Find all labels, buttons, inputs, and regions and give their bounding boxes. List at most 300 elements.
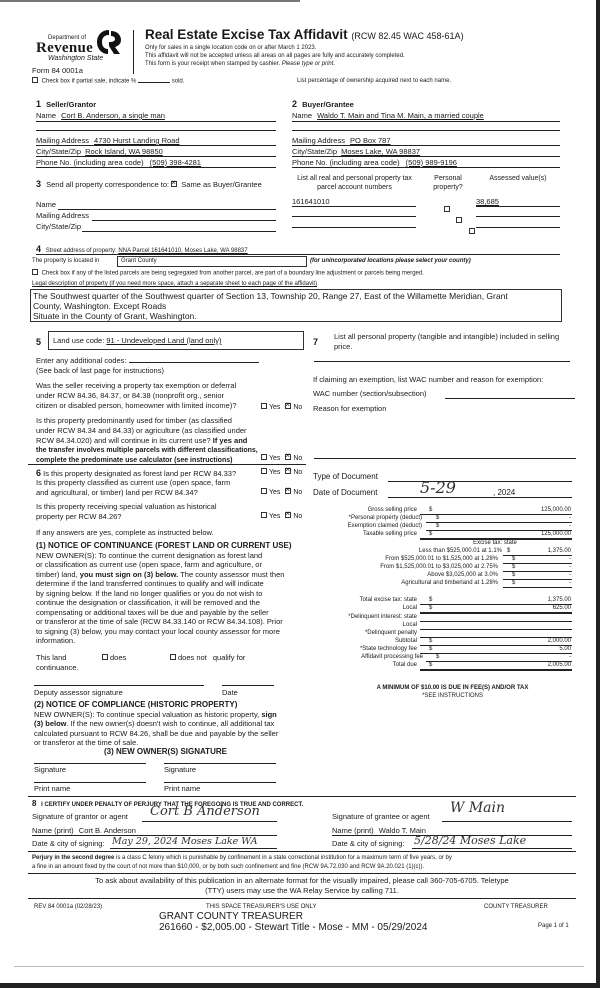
dollar-sign: $ [512,580,516,586]
dollar-sign: $ [436,654,440,660]
forest-yes-checkbox[interactable] [261,468,267,474]
q1-no-checkbox[interactable] [285,403,291,409]
exemption-deduct-value[interactable]: - [569,523,571,529]
current-use-no-checkbox[interactable] [285,488,291,494]
bracket-1-value[interactable]: 1,375.00 [547,548,571,554]
notice1-text: timber) land, [36,569,78,579]
notice1-text: or classification as current use (open space, farm and agriculture, or [36,560,262,569]
excise-header: Excise tax: state [473,540,517,546]
legal-description-label: Legal description of property (if you need more space, attach a separate sheet to each page of the affidavit) [32,281,318,287]
grantor-name-value[interactable]: Cort B. Anderson [78,826,136,835]
total-due-label: Total due [392,662,417,668]
owner-signature-line-2[interactable] [164,763,276,764]
section-number: 2 [292,99,298,109]
exemption-label: If claiming an exemption, list WAC number and reason for exemption: [313,375,544,384]
dollar-sign: $ [512,564,516,570]
legal-line-1: The Southwest quarter of the Southwest quarter of Section 13, Township 20, Range 27, East of the Willamette Meridian, Grant [33,291,508,301]
partial-sale-checkbox[interactable] [32,77,38,83]
doc-date-year: , 2024 [493,488,516,497]
ownership-note: List percentage of ownership acquired next to each name. [297,78,452,84]
q2-no-checkbox[interactable] [285,454,291,460]
seller-city-value[interactable]: Rock Island, WA 98850 [85,147,163,156]
local-tax-value[interactable]: 625.00 [552,605,571,611]
does-not-checkbox[interactable] [170,654,176,660]
corr-city-field[interactable] [82,231,276,232]
taxable-price-label: Taxable selling price [362,531,417,537]
perjury-text-2: a fine in an amount fixed by the court of not more than $10,000, or by both such confinement and fine (RCW 9A.72.030 and RCW 9A.20.021 (1)(c)). [32,864,425,870]
same-as-buyer-checkbox[interactable] [171,181,177,187]
q4-yes-no [261,489,302,496]
page-indicator: Page 1 of 1 [538,923,569,929]
additional-codes-row [36,356,259,365]
seller-name-line [36,121,276,122]
notice1-text: or transferor at the time of sale (RCW 84.33.140 or RCW 84.34.108). Prior [36,617,283,626]
grantor-signature-line [142,821,277,822]
header-note-1: Only for sales in a single location code on or after March 1 2023. [145,45,317,51]
street-value[interactable]: NNA Parcel 161641010, Moses Lake, WA 98837 [118,248,248,254]
notice2-text: . If the new owner(s) doesn't wish to continue, all additional tax [66,719,275,728]
q1-line-3: citizen or disabled person, homeowner with limited income)? [36,401,237,410]
owner-print-label-2: Print name [164,784,201,793]
historic-line-1: Is this property receiving special valuation as historical [36,502,217,511]
notice1-text: The county assessor must then [180,569,285,579]
grantee-signature-line [442,821,572,822]
q1-line-2: under RCW 84.36, 84.37, or 84.38 (nonprofit org., senior [36,391,225,400]
section-number: 8 [32,799,37,808]
taxable-price-value[interactable]: 125,000.00 [540,531,571,537]
header-note-3 [145,61,335,67]
bracket-2-value[interactable]: - [569,556,571,562]
seller-address-label: Mailing Address [36,136,89,145]
personal-deduct-label: *Personal property (deduct) [348,515,422,521]
buyer-name-value[interactable]: Waldo T. Main and Tina M. Main, a married couple [317,111,484,120]
grantor-name-row [32,826,136,835]
notice1-title: (1) NOTICE OF CONTINUANCE (FOREST LAND OR CURRENT USE) [36,541,292,550]
corr-name-label: Name [36,200,57,209]
buyer-city-value[interactable]: Moses Lake, WA 98837 [341,147,421,156]
doc-date-label: Date of Document [313,488,378,497]
historic-no-checkbox[interactable] [285,512,291,518]
q2-no-label: No [293,455,303,462]
q1-yes-label: Yes [269,404,281,411]
grantee-name-row [332,826,426,835]
additional-codes-label: Enter any additional codes: [36,356,127,365]
notice2-text: or transferor at the time of sale. [34,738,139,747]
grantee-signature-label: Signature of grantee or agent [332,812,430,821]
agency-name: Revenue [36,40,94,56]
reason-label: Reason for exemption [313,404,387,413]
delinquent-interest-state-label: *Delinquent interest: state [348,614,417,620]
additional-codes-note: (See back of last page for instructions) [36,366,164,375]
form-title [145,27,464,42]
personal-deduct-value[interactable]: - [569,515,571,521]
land-use-box[interactable] [48,331,304,350]
treasurer-stamp-line-2: 261660 - $2,005.00 - Stewart Title - Mose - MM - 05/29/2024 [159,922,428,933]
header-divider [133,30,134,74]
current-use-question [36,478,230,498]
q1-yes-checkbox[interactable] [261,403,267,409]
land-use-label: Land use code: [53,336,105,345]
total-due-value[interactable]: 2,005.00 [547,662,571,668]
perjury-top-border [28,851,576,852]
land-use-code[interactable]: 91 - Undeveloped Land (land only) [106,336,222,345]
correspondence-row [36,179,262,189]
q2-yes-checkbox[interactable] [261,454,267,460]
assessed-line-1 [476,206,560,207]
seller-heading [36,99,96,109]
tech-fee-value[interactable]: 5.00 [559,646,571,652]
section-number: 7 [313,337,319,347]
q1-line-1: Was the seller receiving a property tax exemption or deferral [36,381,237,390]
form-title-ref: (RCW 82.45 WAC 458-61A) [351,31,464,41]
tech-fee-label: *State technology fee [359,646,417,652]
see-instructions-note: *SEE INSTRUCTIONS [421,693,483,699]
dollar-sign: $ [512,572,516,578]
footer-top-border [28,898,576,899]
dollar-sign: $ [429,605,433,611]
exemption-question [36,381,237,411]
deputy-date-line[interactable] [222,685,274,686]
q2-line-1: Is this property predominantly used for timber (as classified [36,416,232,425]
buyer-city-row [292,147,420,156]
bracket-4-value[interactable]: - [569,572,571,578]
perjury-bold: Perjury in the second degree [32,855,115,861]
notice1-bold: you must sign on (3) below. [79,569,179,579]
county-treasurer-label: COUNTY TREASURER [484,904,548,910]
historic-yes-label: Yes [269,513,281,520]
seller-name-value[interactable]: Cort B. Anderson, a single man [61,111,165,120]
street-line [36,254,560,255]
form-number: Form 84 0001a [32,66,83,75]
grantee-name-label: Name (print) [332,826,374,835]
notice1-text: continue the designation or classification, it will be removed and the [36,598,260,607]
perjury-text-1: is a class C felony which is punishable by confinement in a state correctional institution for a maximum term of five years, or by [114,855,452,861]
parcel-number-1[interactable]: 161641010 [292,197,330,206]
seller-phone-row [36,158,201,167]
scan-artifact-line [14,966,584,967]
seller-phone-line [36,167,276,168]
processing-fee-value[interactable]: - [569,654,571,660]
access-line-2: (TTY) users may use the WA Relay Service by calling 711. [205,886,399,895]
current-use-line-1: Is this property classified as current use (open space, farm [36,478,231,487]
notice1-text: by signing below. If the land no longer qualifies or you do not wish to [36,588,263,598]
dollar-sign: $ [429,531,433,537]
seller-phone-value[interactable]: (509) 398-4281 [149,158,201,167]
subtotal-value[interactable]: 2,000.00 [547,638,571,644]
subtotal-label: Subtotal [394,638,417,644]
notice1-text: compensating or additional taxes will be due and payable by the seller [36,607,269,617]
owner-print-label-1: Print name [34,784,71,793]
corr-address-field[interactable] [92,220,276,221]
corr-name-field[interactable] [58,209,276,210]
personal-property-label [334,332,559,352]
buyer-city-line [292,156,560,157]
header-note-2: This affidavit will not be accepted unless all areas on all pages are fully and accurately completed. [145,53,405,59]
s7-label-2: price. [334,342,353,351]
notice2-text: NEW OWNER(S): To continue special valuation as historic property, [34,709,260,719]
timber-question [36,416,258,466]
personal-property-checkbox-3[interactable] [469,228,475,234]
exemption-deduct-label: Exemption claimed (deduct) [347,523,422,529]
local-tax-label: Local [402,605,417,611]
continuance-label: continuance. [36,663,79,672]
wac-field[interactable] [445,398,575,399]
q2-line-3: RCW 84.34.020) and will continue in its current use? [36,436,211,445]
buyer-name-row [292,111,484,120]
parcel-line-3[interactable] [292,227,416,228]
treasurer-use-label: THIS SPACE TREASURER'S USE ONLY [206,904,317,910]
buyer-name-line [292,121,560,122]
same-as-buyer-label: Same as Buyer/Grantee [181,180,262,189]
notice-compliance [34,700,278,748]
notice-continuance [36,541,292,646]
header-note-3-italic: Please type or print. [281,61,336,67]
assessed-line-2[interactable] [476,216,560,217]
qualify-for-label: qualify for [212,653,246,662]
this-land-label: This land [36,653,67,662]
accessibility-note [28,876,576,896]
section8-top-border [28,796,576,797]
county-select[interactable]: Grant County [117,256,307,267]
corr-city-label: City/State/Zip [36,222,82,231]
buyer-phone-row [292,158,457,167]
section-number: 1 [36,99,42,109]
legal-description-box[interactable] [30,289,562,322]
seller-name-row [36,111,165,120]
partial-sale-row [32,78,184,85]
doc-date-handwritten[interactable]: 5-29 [420,478,456,497]
owner-signature-label-2: Signature [164,765,197,774]
notice1-text: determine if the land transferred continues to qualify and will indicate [36,579,264,588]
seller-address-value[interactable]: 4730 Hurst Landing Road [94,136,180,145]
certify-statement: I CERTIFY UNDER PENALTY OF PERJURY THAT THE FOREGOING IS TRUE AND CORRECT. [41,802,304,808]
historic-question [36,502,217,522]
seller-city-line [36,156,276,157]
section-number: 3 [36,179,42,189]
grantee-date-city[interactable]: 5/28/24 Moses Lake [414,834,527,847]
seller-address-row [36,136,180,145]
personal-property-checkbox-2[interactable] [456,217,462,223]
partial-sale-label: Check box if partial sale, indicate % [41,78,137,85]
revision-code: REV 84 0001a (02/28/23) [34,904,103,910]
delinquent-interest-local-label: Local [402,622,417,628]
scan-edge-top [0,0,300,2]
deputy-signature-line[interactable] [34,685,204,686]
seller-address-line [36,145,276,146]
segregated-checkbox[interactable] [32,269,38,275]
dollar-sign: $ [429,638,433,644]
grantor-date-city[interactable]: May 29, 2024 Moses Lake WA [112,836,258,847]
located-label: The property is located in [32,258,100,264]
notice2-bold: sign [261,709,277,719]
q2-bold-4: the transfer involves multiple parcels with different classifications, [36,447,258,454]
delinquent-interest-local-field[interactable] [420,629,572,630]
dollar-sign: $ [507,548,511,554]
grantor-signature[interactable]: Cort B Anderson [150,804,260,819]
dollar-sign: $ [436,515,440,521]
perjury-bottom-border [28,873,576,874]
partial-sale-suffix: sold. [171,78,185,85]
forest-no-checkbox[interactable] [285,468,291,474]
form-title-text: Real Estate Excise Tax Affidavit [145,27,348,42]
forest-question [36,468,236,478]
deputy-signature-label: Deputy assessor signature [34,688,123,697]
access-line-1: To ask about availability of this publication in an alternate format for the visually impaired, please call 360-705-6705. Teletype [95,876,509,885]
segregated-row [32,270,424,277]
seller-title: Seller/Grantor [46,100,97,109]
gross-price-value[interactable]: 125,000.00 [540,507,571,513]
bracket-3-value[interactable]: - [569,564,571,570]
current-use-yes-checkbox[interactable] [261,488,267,494]
seller-name-line2 [36,130,276,131]
buyer-phone-value[interactable]: (509) 989-9196 [405,158,457,167]
historic-yes-checkbox[interactable] [261,512,267,518]
tax-row-line [420,612,572,614]
if-yes-note: If any answers are yes, complete as instructed below. [36,528,214,537]
forest-question-text: Is this property designated as forest land per RCW 84.33? [43,469,237,478]
header-note-3-text: This form is your receipt when stamped by cashier. [145,61,281,67]
section5-divider [28,464,306,465]
scan-edge-right [596,0,600,988]
current-use-no-label: No [293,489,303,496]
notice2-text: calculated pursuant to RCW 84.26, shall be due and payable by the seller [34,728,279,738]
street-address-row [36,244,248,254]
doc-type-label: Type of Document [313,472,378,481]
bracket-4-label: Above $3,025,000 at 3.0% [427,572,498,578]
buyer-phone-label: Phone No. (including area code) [292,158,400,167]
agency-state: Washington State [48,55,104,62]
dor-logo-mark-icon [95,28,123,56]
dollar-sign: $ [436,523,440,529]
grantor-date-line [110,848,277,849]
buyer-phone-line [292,167,560,168]
bracket-2-label: From $525,000.01 to $1,525,000 at 1.28% [385,556,498,562]
owner-signature-label-1: Signature [34,765,67,774]
buyer-title: Buyer/Grantee [302,100,354,109]
delinquent-interest-state-field[interactable] [420,621,572,622]
historic-line-2: property per RCW 84.26? [36,512,122,521]
current-use-line-2: and agricultural, or timber) land per RCW 84.34? [36,488,198,497]
section-number: 4 [36,244,42,254]
parcel-header: List all real and personal property tax parcel account numbers [297,175,412,191]
seller-city-row [36,147,163,156]
forest-yes-label: Yes [269,469,281,476]
personal-property-checkbox-1[interactable] [444,206,450,212]
bracket-3-label: From $1,525,000.01 to $3,025,000 at 2.75% [380,564,498,570]
treasurer-stamp-line-1: GRANT COUNTY TREASURER [159,911,303,922]
perjury-warning [32,854,452,872]
street-label: Street address of property: [45,248,117,254]
corr-address-label: Mailing Address [36,211,89,220]
personal-property-field[interactable] [314,361,570,362]
q1-yes-no [261,404,302,411]
processing-fee-label: Affidavit processing fee [361,654,423,660]
assessed-value-1[interactable]: 38,685 [476,197,499,206]
does-checkbox[interactable] [102,654,108,660]
partial-sale-percent-field[interactable] [138,82,170,83]
does-not-option [170,653,245,662]
seller-name-label: Name [36,111,57,120]
historic-no-label: No [293,513,303,520]
agency-line1: Department of [48,35,87,41]
new-owner-signature-title: (3) NEW OWNER(S) SIGNATURE [104,747,227,756]
buyer-address-line [292,145,560,146]
assessed-value-header: Assessed value(s) [489,175,547,182]
q3-yes-no [261,469,302,476]
deputy-date-label: Date [222,688,238,697]
current-use-yes-label: Yes [269,489,281,496]
buyer-address-value[interactable]: PO Box 787 [350,136,391,145]
owner-signature-line-1[interactable] [34,763,146,764]
parcel-line-2[interactable] [292,216,416,217]
wac-label: WAC number (section/subsection) [313,389,427,398]
notice1-text: information. [36,636,76,645]
delinquent-penalty-label: *Delinquent penalty [364,630,417,636]
q5-yes-no [261,513,302,520]
s7-label-1: List all personal property (tangible and intangible) included in selling [334,332,560,341]
gross-price-label: Gross selling price [367,507,417,513]
buyer-address-row [292,136,391,145]
buyer-heading [292,99,354,109]
forest-no-label: No [293,469,303,476]
personal-property-header: Personal property? [433,175,463,191]
bracket-5-value[interactable]: - [569,580,571,586]
seller-phone-label: Phone No. (including area code) [36,158,144,167]
grantee-signature[interactable]: W Main [450,800,506,816]
notice1-text: NEW OWNER(S): To continue the current designation as forest land [36,550,263,560]
total-state-label: Total excise tax: state [359,597,417,603]
does-label: does [110,653,127,662]
q1-no-label: No [293,404,303,411]
dollar-sign: $ [512,556,516,562]
grantee-name-value[interactable]: Waldo T. Main [378,826,426,835]
reason-field[interactable] [314,458,576,459]
grantee-date-label: Date & city of signing: [332,839,405,848]
owner-print-line-2[interactable] [164,782,276,783]
buyer-name-label: Name [292,111,313,120]
dollar-sign: $ [429,597,433,603]
q2-yes-no [261,455,302,462]
notice2-title: (2) NOTICE OF COMPLIANCE (HISTORIC PROPERTY) [34,700,238,709]
legal-line-3: Situate in the County of Grant, Washington. [33,311,197,321]
tax-row-line [503,587,572,588]
legal-line-2: County, Washington. Except Roads [33,301,167,311]
q2-bold-5: complete the predominate use calculator (see instructions) [36,457,233,464]
additional-codes-field[interactable] [129,362,259,363]
grantee-date-line [412,848,572,849]
total-state-value[interactable]: 1,375.00 [547,597,571,603]
parcel-line-1 [292,206,416,207]
q2-yes-label: Yes [269,455,281,462]
grantor-signature-label: Signature of grantor or agent [32,812,128,821]
owner-print-line-1[interactable] [34,782,146,783]
notice1-text: to signing (3) below, you may contact your local county assessor for more [36,626,280,636]
buyer-name-line2 [292,130,560,131]
q2-bold-3: If yes and [212,436,248,445]
grantor-name-label: Name (print) [32,826,74,835]
minimum-due-note: A MINIMUM OF $10.00 IS DUE IN FEE(S) AND/OR TAX [376,685,529,691]
scan-edge-bottom [0,983,600,988]
dollar-sign: $ [429,507,433,513]
doc-type-field[interactable] [388,481,572,482]
notice2-bold: (3) below [34,719,67,728]
assessed-line-3[interactable] [476,227,560,228]
q2-line-2: under RCW 84.34 and 84.33) or agriculture (as classified under [36,426,247,435]
correspondence-label: Send all property correspondence to: [46,180,170,189]
tax-row-line [420,669,572,671]
grantor-date-label: Date & city of signing: [32,839,105,848]
bracket-1-label: Less than $525,000.01 at 1.1% [418,548,502,554]
